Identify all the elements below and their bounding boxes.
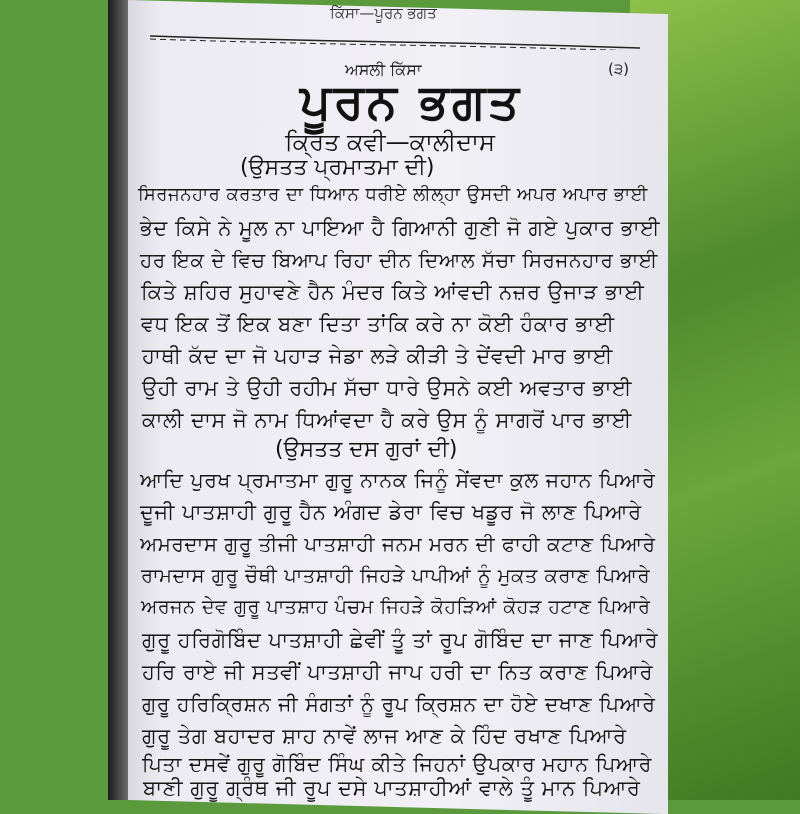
verse-line: ਗੁਰੂ ਹਰਿਗੋਬਿੰਦ ਪਾਤਸ਼ਾਹੀ ਛੇਵੀਂ ਤੂੰ ਤਾਂ ਰੂਪ ਗੋਬਿੰਦ ਦਾ ਜਾਣ ਪਿਆਰੇ xyxy=(142,628,659,652)
section-heading: (ਉਸਤਤ ਦਸ ਗੁਰਾਂ ਦੀ) xyxy=(275,437,458,462)
verse-line: ਦੂਜੀ ਪਾਤਸ਼ਾਹੀ ਗੁਰੂ ਹੈਨ ਅੰਗਦ ਡੇਰਾ ਵਿਚ ਖਡੂਰ ਜੋ ਲਾਣ ਪਿਆਰੇ xyxy=(140,500,642,524)
verse-line: ਅਰਜਨ ਦੇਵ ਗੁਰੂ ਪਾਤਸ਼ਾਹ ਪੰਚਮ ਜਿਹੜੇ ਕੋਹੜਿਆਂ ਕੋਹੜ ਹਟਾਣ ਪਿਆਰੇ xyxy=(141,596,651,618)
verse-line: ਉਹੀ ਰਾਮ ਤੇ ਉਹੀ ਰਹੀਮ ਸੱਚਾ ਧਾਰੇ ਉਸਨੇ ਕਈ ਅਵਤਾਰ ਭਾਈ xyxy=(142,376,632,400)
verse-line: ਹਰਿ ਰਾਏ ਜੀ ਸਤਵੀਂ ਪਾਤਸ਼ਾਹੀ ਜਾਪ ਹਰੀ ਦਾ ਨਿਤ ਕਰਾਣ ਪਿਆਰੇ xyxy=(142,660,653,684)
verse-line: ਆਦਿ ਪੁਰਖ ਪ੍ਰਮਾਤਮਾ ਗੁਰੂ ਨਾਨਕ ਜਿਨੂੰ ਸੇਂਵਦਾ ਕੁਲ ਜਹਾਨ ਪਿਆਰੇ xyxy=(140,468,656,492)
decorative-border xyxy=(150,30,640,50)
verse-line: ਰਾਮਦਾਸ ਗੁਰੂ ਚੌਥੀ ਪਾਤਸ਼ਾਹੀ ਜਿਹੜੇ ਪਾਪੀਆਂ ਨੂੰ ਮੁਕਤ ਕਰਾਣ ਪਿਆਰੇ xyxy=(141,564,651,587)
verse-line: ਹਾਥੀ ਕੱਦ ਦਾ ਜੋ ਪਹਾੜ ਜੇਡਾ ਲੜੇ ਕੀੜੀ ਤੇ ਦੇਂਵਦੀ ਮਾਰ ਭਾਈ xyxy=(142,344,613,368)
verse-line: ਵਧ ਇਕ ਤੋਂ ਇਕ ਬਣਾ ਦਿਤਾ ਤਾਂਕਿ ਕਰੇ ਨਾ ਕੋਈ ਹੰਕਾਰ ਭਾਈ xyxy=(141,312,615,336)
verse-line: ਗੁਰੂ ਤੇਗ ਬਹਾਦਰ ਸ਼ਾਹ ਨਾਵੇਂ ਲਾਜ ਆਣ ਕੇ ਹਿੰਦ ਰਖਾਣ ਪਿਆਰੇ xyxy=(142,724,627,748)
running-header: ਕਿੱਸਾ—ਪੂਰਨ ਭਗਤ xyxy=(330,4,437,22)
verse-line: ਹਰ ਇਕ ਦੇ ਵਿਚ ਬਿਆਪ ਰਿਹਾ ਦੀਨ ਦਿਆਲ ਸੱਚਾ ਸਿਰਜਨਹਾਰ ਭਾਈ xyxy=(140,248,658,272)
page-number: (੩) xyxy=(608,60,630,78)
verse-line: ਪਿਤਾ ਦਸਵੇਂ ਗੁਰੂ ਗੋਬਿੰਦ ਸਿੰਘ ਕੀਤੇ ਜਿਹਨਾਂ ਉਪਕਾਰ ਮਹਾਨ ਪਿਆਰੇ xyxy=(142,752,652,776)
verse-line: ਗੁਰੂ ਹਰਿਕ੍ਰਿਸ਼ਨ ਜੀ ਸੰਗਤਾਂ ਨੂੰ ਰੂਪ ਕ੍ਰਿਸ਼ਨ ਦਾ ਹੋਏ ਦਖਾਣ ਪਿਆਰੇ xyxy=(142,692,656,716)
subtitle: ਅਸਲੀ ਕਿੱਸਾ xyxy=(345,60,422,79)
verse-line: ਭੇਦ ਕਿਸੇ ਨੇ ਮੂਲ ਨਾ ਪਾਇਆ ਹੈ ਗਿਆਨੀ ਗੁਣੀ ਜੋ ਗਏ ਪੁਕਾਰ ਭਾਈ xyxy=(140,216,661,240)
verse-line: ਸਿਰਜਨਹਾਰ ਕਰਤਾਰ ਦਾ ਧਿਆਨ ਧਰੀਏ ਲੀਲ੍ਹਾ ਉਸਦੀ ਅਪਰ ਅਪਾਰ ਭਾਈ xyxy=(138,184,648,205)
poet-credit: ਕ੍ਰਿਤ ਕਵੀ—ਕਾਲੀਦਾਸ xyxy=(285,128,495,156)
verse-line: ਕਿਤੇ ਸ਼ਹਿਰ ਸੁਹਾਵਣੇ ਹੈਨ ਮੰਦਰ ਕਿਤੇ ਆਂਵਦੀ ਨਜ਼ਰ ਉਜਾੜ ਭਾਈ xyxy=(141,280,645,304)
verse-line: ਅਮਰਦਾਸ ਗੁਰੂ ਤੀਜੀ ਪਾਤਸ਼ਾਹੀ ਜਨਮ ਮਰਨ ਦੀ ਫਾਹੀ ਕਟਾਣ ਪਿਆਰੇ xyxy=(140,532,656,556)
verse-line: ਬਾਣੀ ਗੁਰੂ ਗ੍ਰੰਥ ਜੀ ਰੂਪ ਦਸੇ ਪਾਤਸ਼ਾਹੀਆਂ ਵਾਲੇ ਤੂੰ ਮਾਨ ਪਿਆਰੇ xyxy=(143,776,641,800)
verse-line: ਕਾਲੀ ਦਾਸ ਜੋ ਨਾਮ ਧਿਆਂਵਦਾ ਹੈ ਕਰੇ ਉਸ ਨੂੰ ਸਾਗਰੋਂ ਪਾਰ ਭਾਈ xyxy=(142,408,632,432)
page-title: ਪੂਰਨ ਭਗਤ xyxy=(300,74,522,130)
section-heading: (ਉਸਤਤ ਪ੍ਰਮਾਤਮਾ ਦੀ) xyxy=(240,155,435,180)
